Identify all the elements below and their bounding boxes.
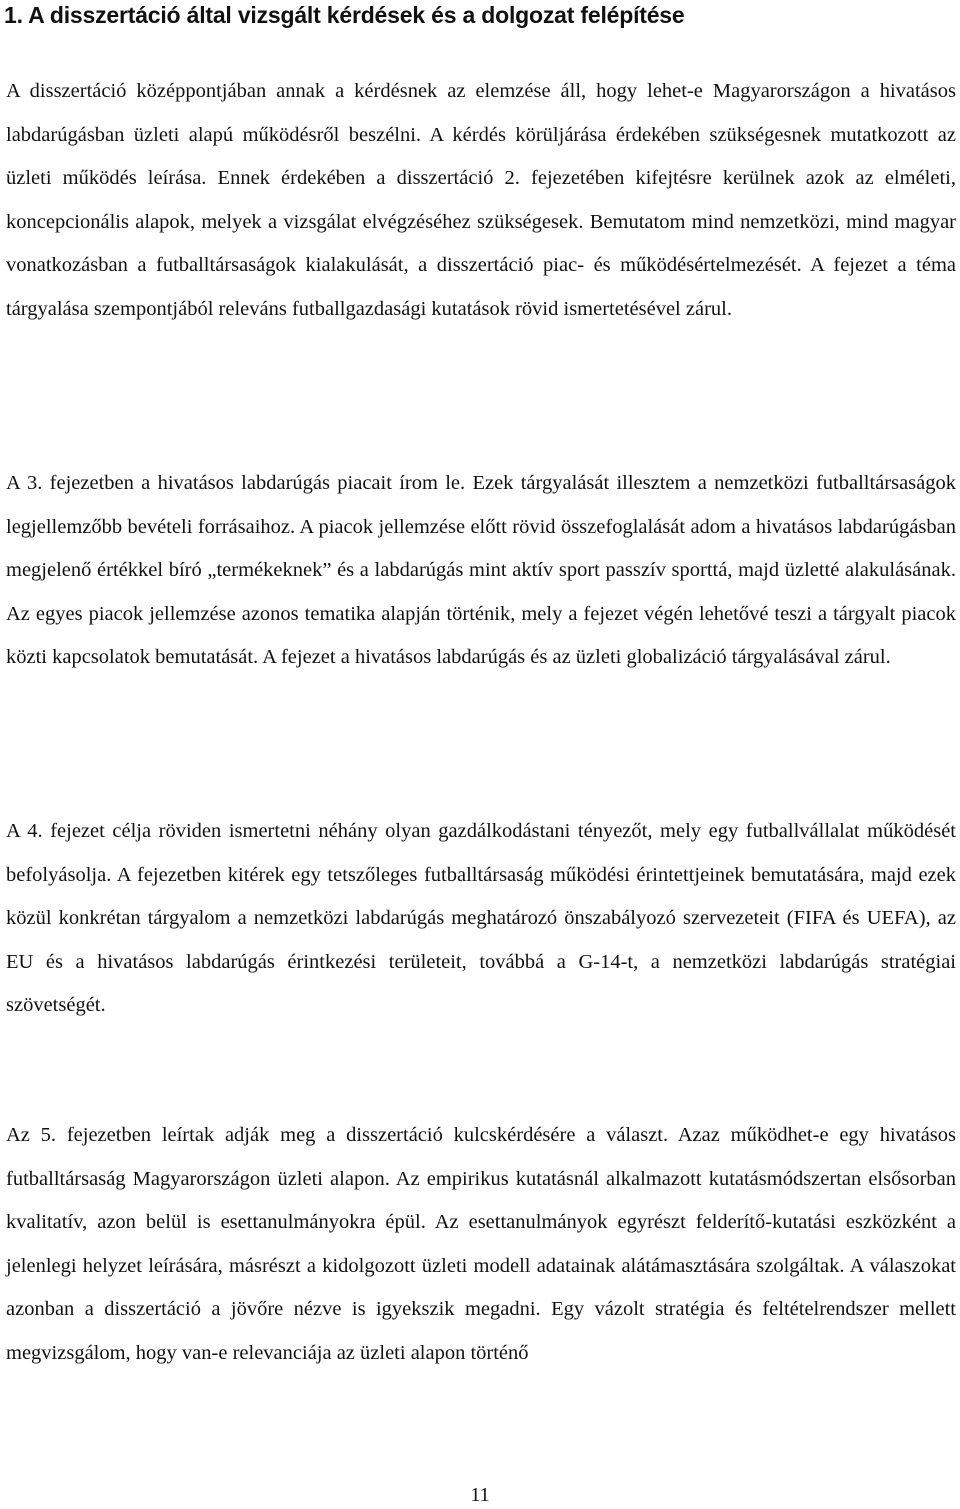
- section-heading: 1. A disszertáció által vizsgált kérdések és a dolgozat felépítése: [4, 2, 685, 28]
- page-number: 11: [470, 1484, 490, 1506]
- paragraph-chapter-4: A 4. fejezet célja röviden ismertetni néhány olyan gazdálkodástani tényezőt, mely egy futballvállalat működését befolyásolja. A fejezetben kitérek egy tetszőleges futballtársaság működési érintettjeinek bemutatására, majd ezek közül konkrétan tárgyalom a nemzetközi labdarúgás meghatározó önszabályozó szervezeteit (FIFA és UEFA), az EU és a hivatásos labdarúgás érintkezési területeit, továbbá a G-14-t, a nemzetközi labdarúgás stratégiai szövetségét.: [6, 820, 956, 1016]
- paragraph-intro: A disszertáció középpontjában annak a kérdésnek az elemzése áll, hogy lehet-e Magyarországon a hivatásos labdarúgásban üzleti alapú működésről beszélni. A kérdés körüljárása érdekében szükségesnek mutatkozott az üzleti működés leírása. Ennek érdekében a disszertáció 2. fejezetében kifejtésre kerülnek azok az elméleti, koncepcionális alapok, melyek a vizsgálat elvégzéséhez szükségesek. Bemutatom mind nemzetközi, mind magyar vonatkozásban a futballtársaságok kialakulását, a disszertáció piac- és működésértelmezését. A fejezet a téma tárgyalása szempontjából releváns futballgazdasági kutatások rövid ismertetésével zárul.: [6, 80, 956, 320]
- paragraph-chapter-5: Az 5. fejezetben leírtak adják meg a disszertáció kulcskérdésére a választ. Azaz működhet-e egy hivatásos futballtársaság Magyarországon üzleti alapon. Az empirikus kutatásnál alkalmazott kutatásmódszertan elsősorban kvalitatív, azon belül is esettanulmányokra épül. Az esettanulmányok egyrészt felderítő-kutatási eszközként a jelenlegi helyzet leírására, másrészt a kidolgozott üzleti modell adatainak alátámasztására szolgáltak. A válaszokat azonban a disszertáció a jövőre nézve is igyekszik megadni. Egy vázolt stratégia és feltételrendszer mellett megvizsgálom, hogy van-e relevanciája az üzleti alapon történő: [6, 1124, 956, 1364]
- paragraph-chapter-3: A 3. fejezetben a hivatásos labdarúgás piacait írom le. Ezek tárgyalását illesztem a nemzetközi futballtársaságok legjellemzőbb bevételi forrásaihoz. A piacok jellemzése előtt rövid összefoglalását adom a hivatásos labdarúgásban megjelenő értékkel bíró „termékeknek” és a labdarúgás mint aktív sport passzív sporttá, majd üzletté alakulásának. Az egyes piacok jellemzése azonos tematika alapján történik, mely a fejezet végén lehetővé teszi a tárgyalt piacok közti kapcsolatok bemutatását. A fejezet a hivatásos labdarúgás és az üzleti globalizáció tárgyalásával zárul.: [6, 472, 956, 668]
